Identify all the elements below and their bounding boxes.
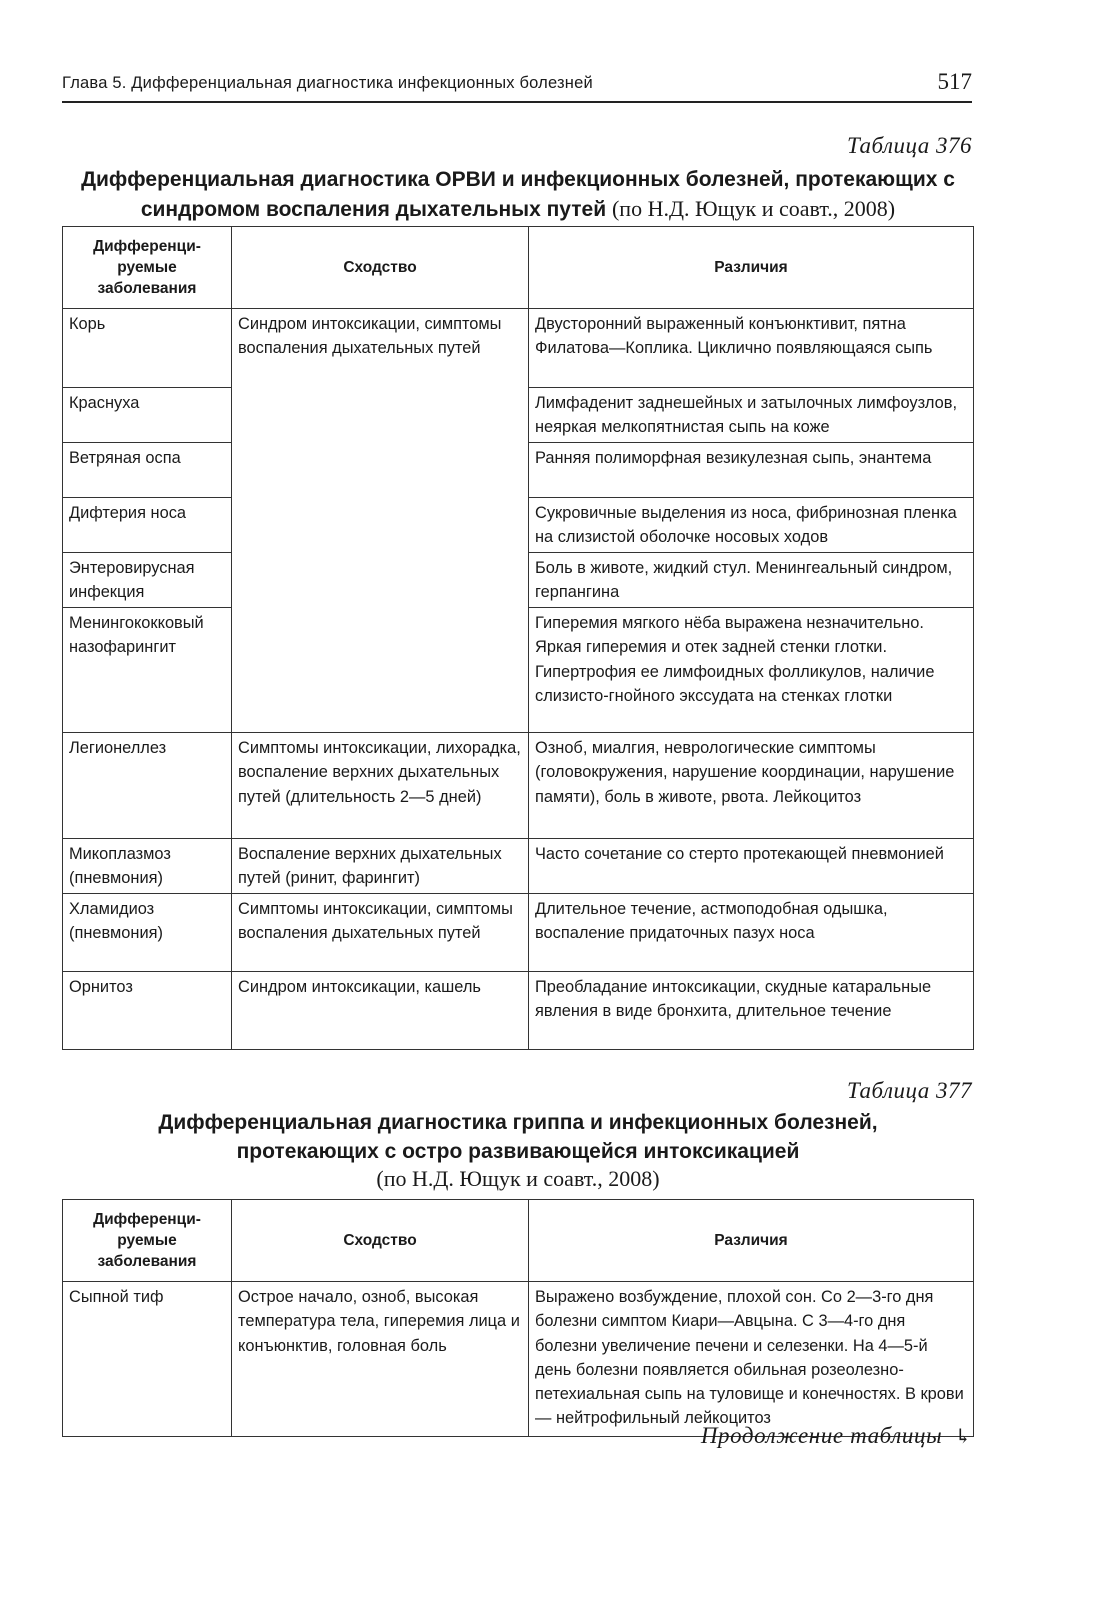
disease-cell: Хламидиоз (пневмония) [63, 894, 232, 972]
table-376 [62, 226, 974, 1050]
column-header-differences: Различия [529, 227, 974, 309]
similarity-cell [232, 608, 529, 733]
table-376-title-text: Дифференциальная диагностика ОРВИ и инфекционных болезней, протекающих с синдромом воспаления дыхательных путей [81, 168, 955, 221]
disease-cell: Ветряная оспа [63, 443, 232, 498]
column-header-similarity: Сходство [232, 1200, 529, 1282]
table-row [63, 608, 974, 733]
disease-cell: Орнитоз [63, 972, 232, 1050]
table-377-source: (по Н.Д. Ющук и соавт., 2008) [376, 1166, 660, 1191]
table-row [63, 1282, 974, 1437]
similarity-cell: Симптомы интоксикации, лихорадка, воспаление верхних дыхательных путей (длительность 2—5 дней) [232, 733, 529, 839]
table-377-title-line1: Дифференциальная диагностика гриппа и инфекционных болезней, [158, 1111, 878, 1134]
disease-cell: Легионеллез [63, 733, 232, 839]
differences-cell: Гиперемия мягкого нёба выражена незначительно. Яркая гиперемия и отек задней стенки глотки. Гипертрофия ее лимфоидных фолликулов, наличие слизисто-гнойного экссудата на стенках глотки [529, 608, 974, 733]
arrow-down-right-icon: ↳ [954, 1426, 972, 1448]
column-header-differences: Различия [529, 1200, 974, 1282]
chapter-title: Глава 5. Дифференциальная диагностика инфекционных болезней [62, 74, 593, 92]
table-row [63, 309, 974, 388]
similarity-cell: Синдром интоксикации, кашель [232, 972, 529, 1050]
similarity-cell: Синдром интоксикации, симптомы воспаления дыхательных путей [232, 309, 529, 388]
disease-cell: Дифтерия носа [63, 498, 232, 553]
table-row [63, 388, 974, 443]
table-377-title-line2: протекающих с остро развивающейся интоксикацией [236, 1140, 800, 1163]
table-row [63, 894, 974, 972]
differences-cell: Длительное течение, астмоподобная одышка, воспаление придаточных пазух носа [529, 894, 974, 972]
disease-cell: Микоплазмоз (пневмония) [63, 839, 232, 894]
similarity-cell [232, 498, 529, 553]
differences-cell: Ранняя полиморфная везикулезная сыпь, энантема [529, 443, 974, 498]
table-377-caption: Таблица 377 [846, 1078, 972, 1103]
table-row [63, 553, 974, 608]
disease-cell: Корь [63, 309, 232, 388]
disease-cell: Краснуха [63, 388, 232, 443]
table-row [63, 443, 974, 498]
similarity-cell [232, 443, 529, 498]
table-row [63, 972, 974, 1050]
column-header-diseases: Дифференци-руемые заболевания [63, 1200, 232, 1282]
table-row [63, 498, 974, 553]
table-row [63, 839, 974, 894]
table-row [63, 733, 974, 839]
similarity-cell: Воспаление верхних дыхательных путей (ринит, фарингит) [232, 839, 529, 894]
table-376-source: (по Н.Д. Ющук и соавт., 2008) [611, 196, 896, 221]
similarity-cell: Острое начало, озноб, высокая температура тела, гиперемия лица и конъюнктив, головная боль [232, 1282, 529, 1437]
differences-cell: Часто сочетание со стерто протекающей пневмонией [529, 839, 974, 894]
differences-cell: Преобладание интоксикации, скудные катаральные явления в виде бронхита, длительное течение [529, 972, 974, 1050]
differences-cell: Сукровичные выделения из носа, фибринозная пленка на слизистой оболочке носовых ходов [529, 498, 974, 553]
page-header [62, 70, 972, 103]
column-header-similarity: Сходство [232, 227, 529, 309]
continuation-text: Продолжение таблицы [700, 1423, 943, 1448]
page-number: 517 [937, 69, 972, 94]
similarity-cell [232, 388, 529, 443]
disease-cell: Энтеровирусная инфекция [63, 553, 232, 608]
table-377 [62, 1199, 974, 1437]
table-376-title [40, 165, 996, 224]
differences-cell: Боль в животе, жидкий стул. Менингеальный синдром, герпангина [529, 553, 974, 608]
similarity-cell [232, 553, 529, 608]
similarity-cell: Симптомы интоксикации, симптомы воспаления дыхательных путей [232, 894, 529, 972]
differences-cell: Озноб, миалгия, неврологические симптомы (головокружения, нарушение координации, нарушение памяти), боль в животе, рвота. Лейкоцитоз [529, 733, 974, 839]
disease-cell: Сыпной тиф [63, 1282, 232, 1437]
disease-cell: Менингококковый назофарингит [63, 608, 232, 733]
differences-cell: Двусторонний выраженный конъюнктивит, пятна Филатова—Коплика. Циклично появляющаяся сыпь [529, 309, 974, 388]
differences-cell: Лимфаденит заднешейных и затылочных лимфоузлов, неяркая мелкопятнистая сыпь на коже [529, 388, 974, 443]
column-header-diseases: Дифференци-руемые заболевания [63, 227, 232, 309]
differences-cell: Выражено возбуждение, плохой сон. Со 2—3-го дня болезни симптом Киари—Авцына. С 3—4-го дня болезни увеличение печени и селезенки. На 4—5-й день болезни появляется обильная розеолезно-петехиальная сыпь на туловище и конечностях. В крови — нейтрофильный лейкоцитоз [529, 1282, 974, 1437]
table-376-caption: Таблица 376 [846, 133, 972, 158]
continuation-note [701, 1423, 972, 1449]
